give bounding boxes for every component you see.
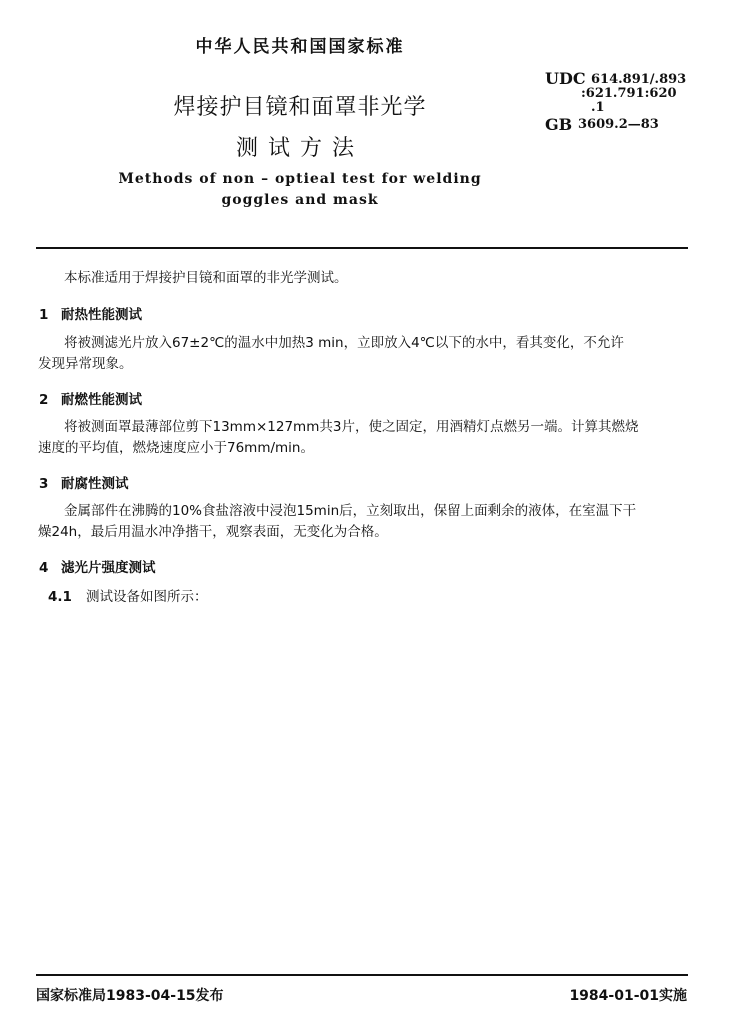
udc-code-line1: 614.891/.893 (591, 72, 687, 87)
section-number: 1 (39, 307, 49, 323)
footer-divider (36, 974, 688, 976)
intro-paragraph: 本标准适用于焊接护目镜和面罩的非光学测试。 (64, 270, 348, 286)
issued-date: 国家标准局1983-04-15发布 (36, 988, 224, 1004)
udc-label: UDC (545, 69, 586, 88)
gb-label: GB (545, 115, 573, 134)
section-number: 4 (39, 560, 49, 576)
udc-code-line3: .1 (591, 100, 605, 115)
english-title-line1: Methods of non – optieal test for welding (118, 171, 482, 187)
section-number: 3 (39, 476, 49, 492)
subsection-4-1 (48, 585, 208, 605)
section-2-line2: 速度的平均值，燃烧速度应小于76mm/min。 (38, 440, 314, 456)
section-title: 耐腐性测试 (61, 476, 129, 492)
document-title-line1: 焊接护目镜和面罩非光学 (173, 95, 427, 120)
effective-date: 1984-01-01实施 (569, 988, 687, 1004)
subsection-number: 4.1 (48, 589, 72, 605)
section-2-line1: 将被测面罩最薄部位剪下13mm×127mm共3片，使之固定，用酒精灯点燃另一端。计算其燃烧 (64, 419, 639, 435)
udc-code-line2: :621.791:620 (581, 86, 677, 101)
english-title-line2: goggles and mask (221, 192, 379, 208)
document-title-line2: 测试方法 (235, 136, 364, 161)
subsection-text: 测试设备如图所示： (86, 589, 208, 605)
section-3-line1: 金属部件在沸腾的10%食盐溶液中浸泡15min后，立刻取出，保留上面剩余的液体，在室温下干 (64, 503, 637, 519)
national-standard-heading: 中华人民共和国国家标准 (195, 37, 405, 57)
section-1-line2: 发现异常现象。 (38, 356, 133, 372)
section-title: 耐燃性能测试 (61, 392, 142, 408)
section-2-heading (39, 388, 142, 408)
section-title: 耐热性能测试 (61, 307, 142, 323)
section-title: 滤光片强度测试 (61, 560, 156, 576)
section-1-heading (39, 303, 142, 323)
section-3-line2: 燥24h，最后用温水冲净揩干，观察表面，无变化为合格。 (38, 524, 388, 540)
gb-code: 3609.2—83 (578, 117, 659, 132)
header-divider (36, 247, 688, 249)
section-3-heading (39, 472, 129, 492)
section-1-line1: 将被测滤光片放入67±2℃的温水中加热3 min，立即放入4℃以下的水中，看其变化，不允许 (64, 335, 624, 351)
section-4-heading (39, 556, 156, 576)
section-number: 2 (39, 392, 49, 408)
